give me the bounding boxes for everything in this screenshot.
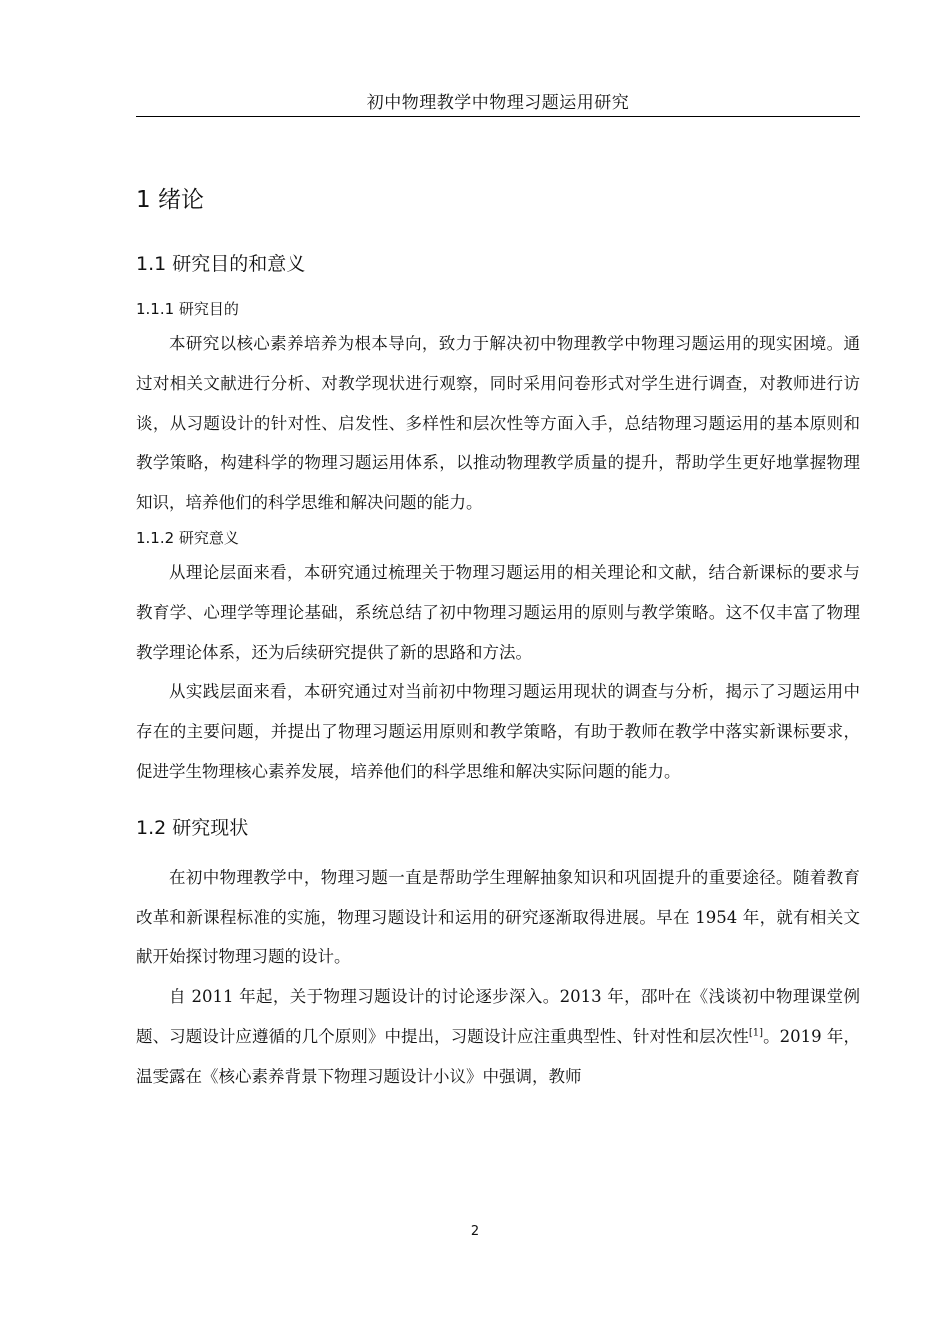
header-rule [136, 116, 860, 117]
page-number: 2 [470, 1224, 480, 1239]
subsection-title-1-1-1: 1.1.1 研究目的 [136, 300, 239, 318]
running-header: 初中物理教学中物理习题运用研究 [366, 93, 630, 113]
citation-ref[interactable]: [1] [748, 1027, 763, 1039]
paragraph-research-purpose: 本研究以核心素养培养为根本导向，致力于解决初中物理教学中物理习题运用的现实困境。通过对相关文献进行分析、对教学现状进行观察，同时采用问卷形式对学生进行调查，对教师进行访谈，从习题设计的针对性、启发性、多样性和层次性等方面入手，总结物理习题运用的基本原则和教学策略，构建科学的物理习题运用体系，以推动物理教学质量的提升，帮助学生更好地掌握物理知识，培养他们的科学思维和解决问题的能力。 [136, 334, 860, 513]
paragraph-practical-significance: 从实践层面来看，本研究通过对当前初中物理习题运用现状的调查与分析，揭示了习题运用中存在的主要问题，并提出了物理习题运用原则和教学策略，有助于教师在教学中落实新课标要求，促进学生物理核心素养发展，培养他们的科学思维和解决实际问题的能力。 [136, 682, 860, 781]
paragraph-text-part-b: 。2019 年，温雯露在《核心素养背景下物理习题设计小议》中强调，教师 [136, 1026, 860, 1086]
paragraph-theoretical-significance: 从理论层面来看，本研究通过梳理关于物理习题运用的相关理论和文献，结合新课标的要求与教育学、心理学等理论基础，系统总结了初中物理习题运用的原则与教学策略。这不仅丰富了物理教学理论体系，还为后续研究提供了新的思路和方法。 [136, 562, 860, 662]
paragraph-research-status-1: 在初中物理教学中，物理习题一直是帮助学生理解抽象知识和巩固提升的重要途径。随着教育改革和新课程标准的实施，物理习题设计和运用的研究逐渐取得进展。早在 1954 年，就有相关文献开始探讨物理习题的设计。 [136, 867, 860, 967]
paragraph-research-status-2 [136, 977, 860, 1096]
subsection-title-1-1-2: 1.1.2 研究意义 [136, 528, 239, 547]
section-title-1-1: 1.1 研究目的和意义 [136, 253, 306, 275]
chapter-title: 1 绪论 [136, 187, 204, 213]
section-title-1-2: 1.2 研究现状 [136, 816, 249, 839]
page-body [136, 180, 860, 1097]
paragraph-text-part-a: 自 2011 年起，关于物理习题设计的讨论逐步深入。2013 年，邵叶在《浅谈初中物理课堂例题、习题设计应遵循的几个原则》中提出，习题设计应注重典型性、针对性和层次性 [136, 987, 860, 1046]
